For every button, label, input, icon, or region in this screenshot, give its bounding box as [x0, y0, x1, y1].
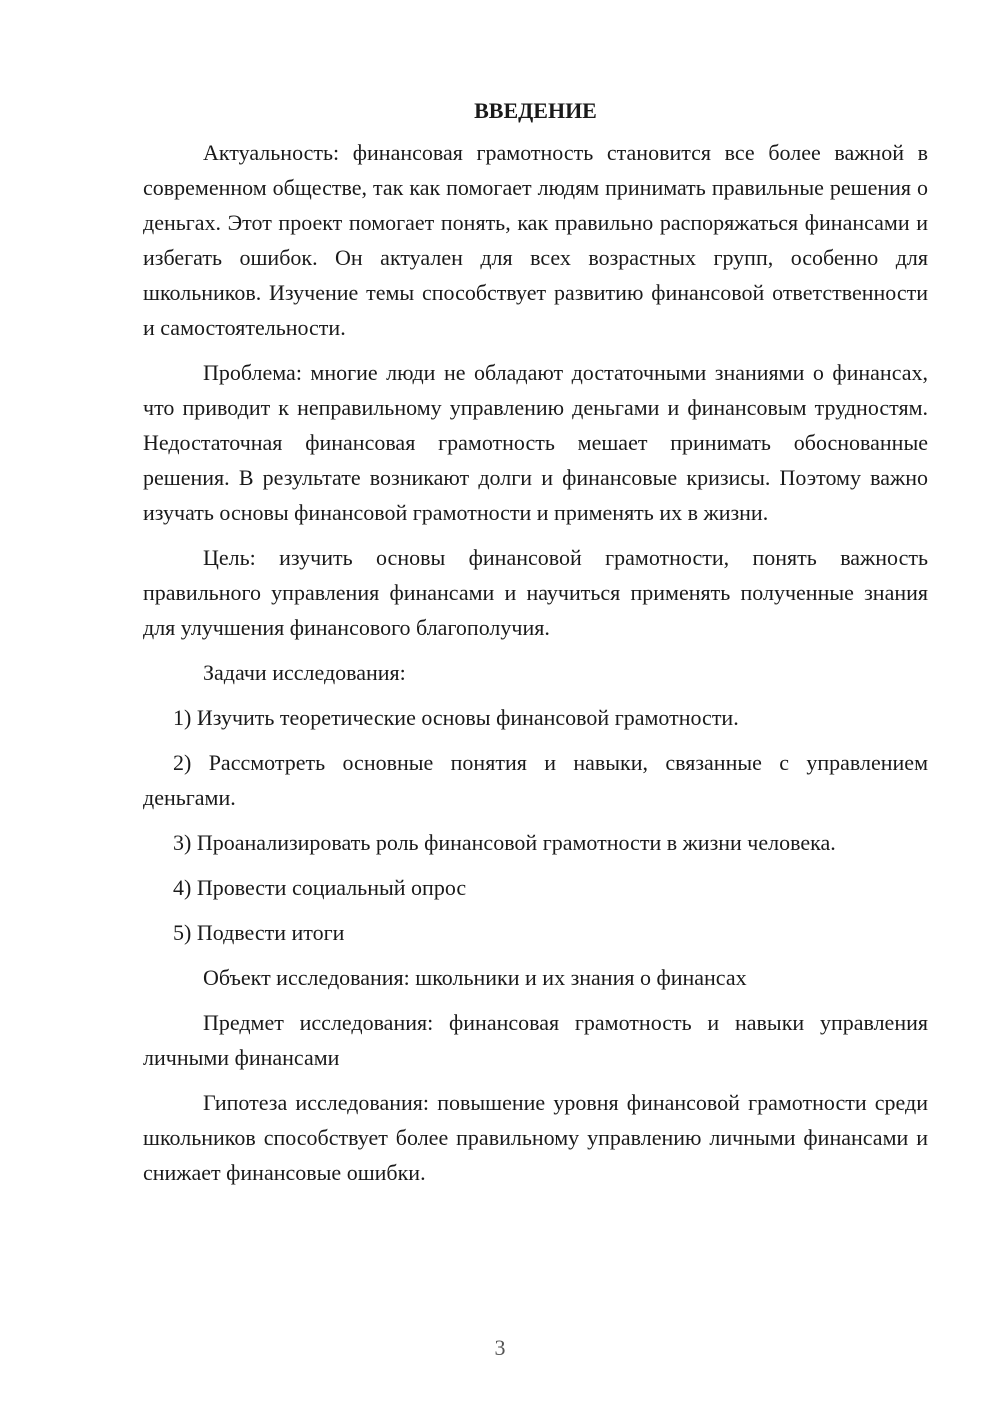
- task-item-5: 5) Подвести итоги: [173, 920, 345, 945]
- page-title: ВВЕДЕНИЕ: [474, 98, 597, 123]
- tasks-heading: Задачи исследования:: [203, 660, 406, 685]
- paragraph-problem: Проблема: многие люди не обладают достаточными знаниями о финансах, что приводит к неправильному управлению деньгами и финансовым трудностям. Недостаточная финансовая грамотность мешает принимать обоснованные решения. В результате возникают долги и финансовые кризисы. Поэтому важно изучать основы финансовой грамотности и применять их в жизни.: [143, 360, 928, 525]
- paragraph-subject: Предмет исследования: финансовая грамотность и навыки управления личными финансами: [143, 1010, 928, 1070]
- page-number: 3: [494, 1335, 506, 1360]
- paragraph-goal: Цель: изучить основы финансовой грамотности, понять важность правильного управления финансами и научиться применять полученные знания для улучшения финансового благополучия.: [143, 545, 928, 640]
- task-item-2: 2) Рассмотреть основные понятия и навыки, связанные с управлением деньгами.: [143, 750, 928, 810]
- task-item-1: 1) Изучить теоретические основы финансовой грамотности.: [173, 705, 739, 730]
- paragraph-relevance: Актуальность: финансовая грамотность становится все более важной в современном обществе, так как помогает людям принимать правильные решения о деньгах. Этот проект помогает понять, как правильно распоряжаться финансами и избегать ошибок. Он актуален для всех возрастных групп, особенно для школьников. Изучение темы способствует развитию финансовой ответственности и самостоятельности.: [143, 140, 928, 340]
- task-item-3: 3) Проанализировать роль финансовой грамотности в жизни человека.: [173, 830, 836, 855]
- task-item-4: 4) Провести социальный опрос: [173, 875, 467, 900]
- paragraph-object: Объект исследования: школьники и их знания о финансах: [203, 965, 747, 990]
- document-body: [143, 93, 928, 1200]
- paragraph-hypothesis: Гипотеза исследования: повышение уровня финансовой грамотности среди школьников способствует более правильному управлению личными финансами и снижает финансовые ошибки.: [143, 1090, 928, 1185]
